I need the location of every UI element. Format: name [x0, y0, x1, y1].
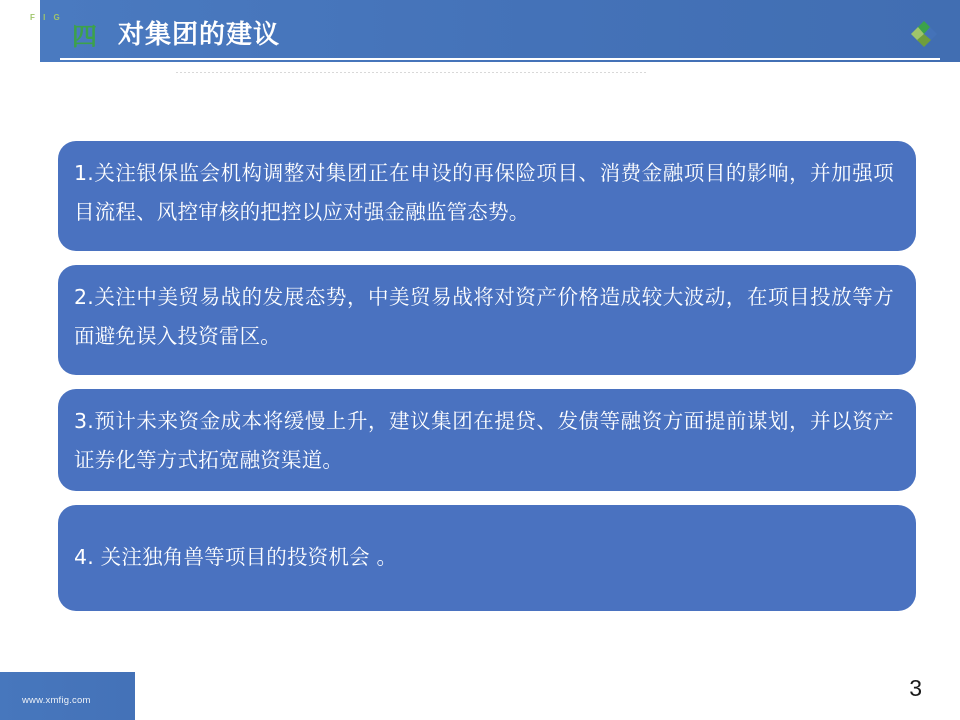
recommendation-card-2: [58, 265, 916, 375]
footer-website-url: www.xmfig.com: [22, 695, 91, 706]
recommendation-card-4-text: 4. 关注独角兽等项目的投资机会 。: [74, 545, 398, 569]
recommendation-card-1-text: 1.关注银保监会机构调整对集团正在申设的再保险项目、消费金融项目的影响，并加强项目流程、风控审核的把控以应对强金融监管态势。: [74, 161, 894, 224]
recommendation-card-4: [58, 505, 916, 611]
page-title: 对集团的建议: [118, 20, 281, 50]
figure-logo-text: F I G: [30, 13, 63, 22]
recommendation-card-3: [58, 389, 916, 491]
recommendation-card-3-text: 3.预计未来资金成本将缓慢上升，建议集团在提贷、发债等融资方面提前谋划，并以资产证券化等方式拓宽融资渠道。: [74, 409, 894, 472]
recommendation-card-2-text: 2.关注中美贸易战的发展态势，中美贸易战将对资产价格造成较大波动，在项目投放等方面避免误入投资雷区。: [74, 285, 894, 348]
recommendation-card-1: [58, 141, 916, 251]
header-divider: [60, 58, 940, 60]
section-number: 四: [72, 22, 98, 51]
page-number: 3: [909, 675, 922, 701]
header-dotted-separator: [176, 72, 646, 73]
slide-header: [0, 0, 960, 62]
four-diamond-logo-icon: [910, 20, 938, 48]
recommendation-card-list: [58, 141, 916, 625]
